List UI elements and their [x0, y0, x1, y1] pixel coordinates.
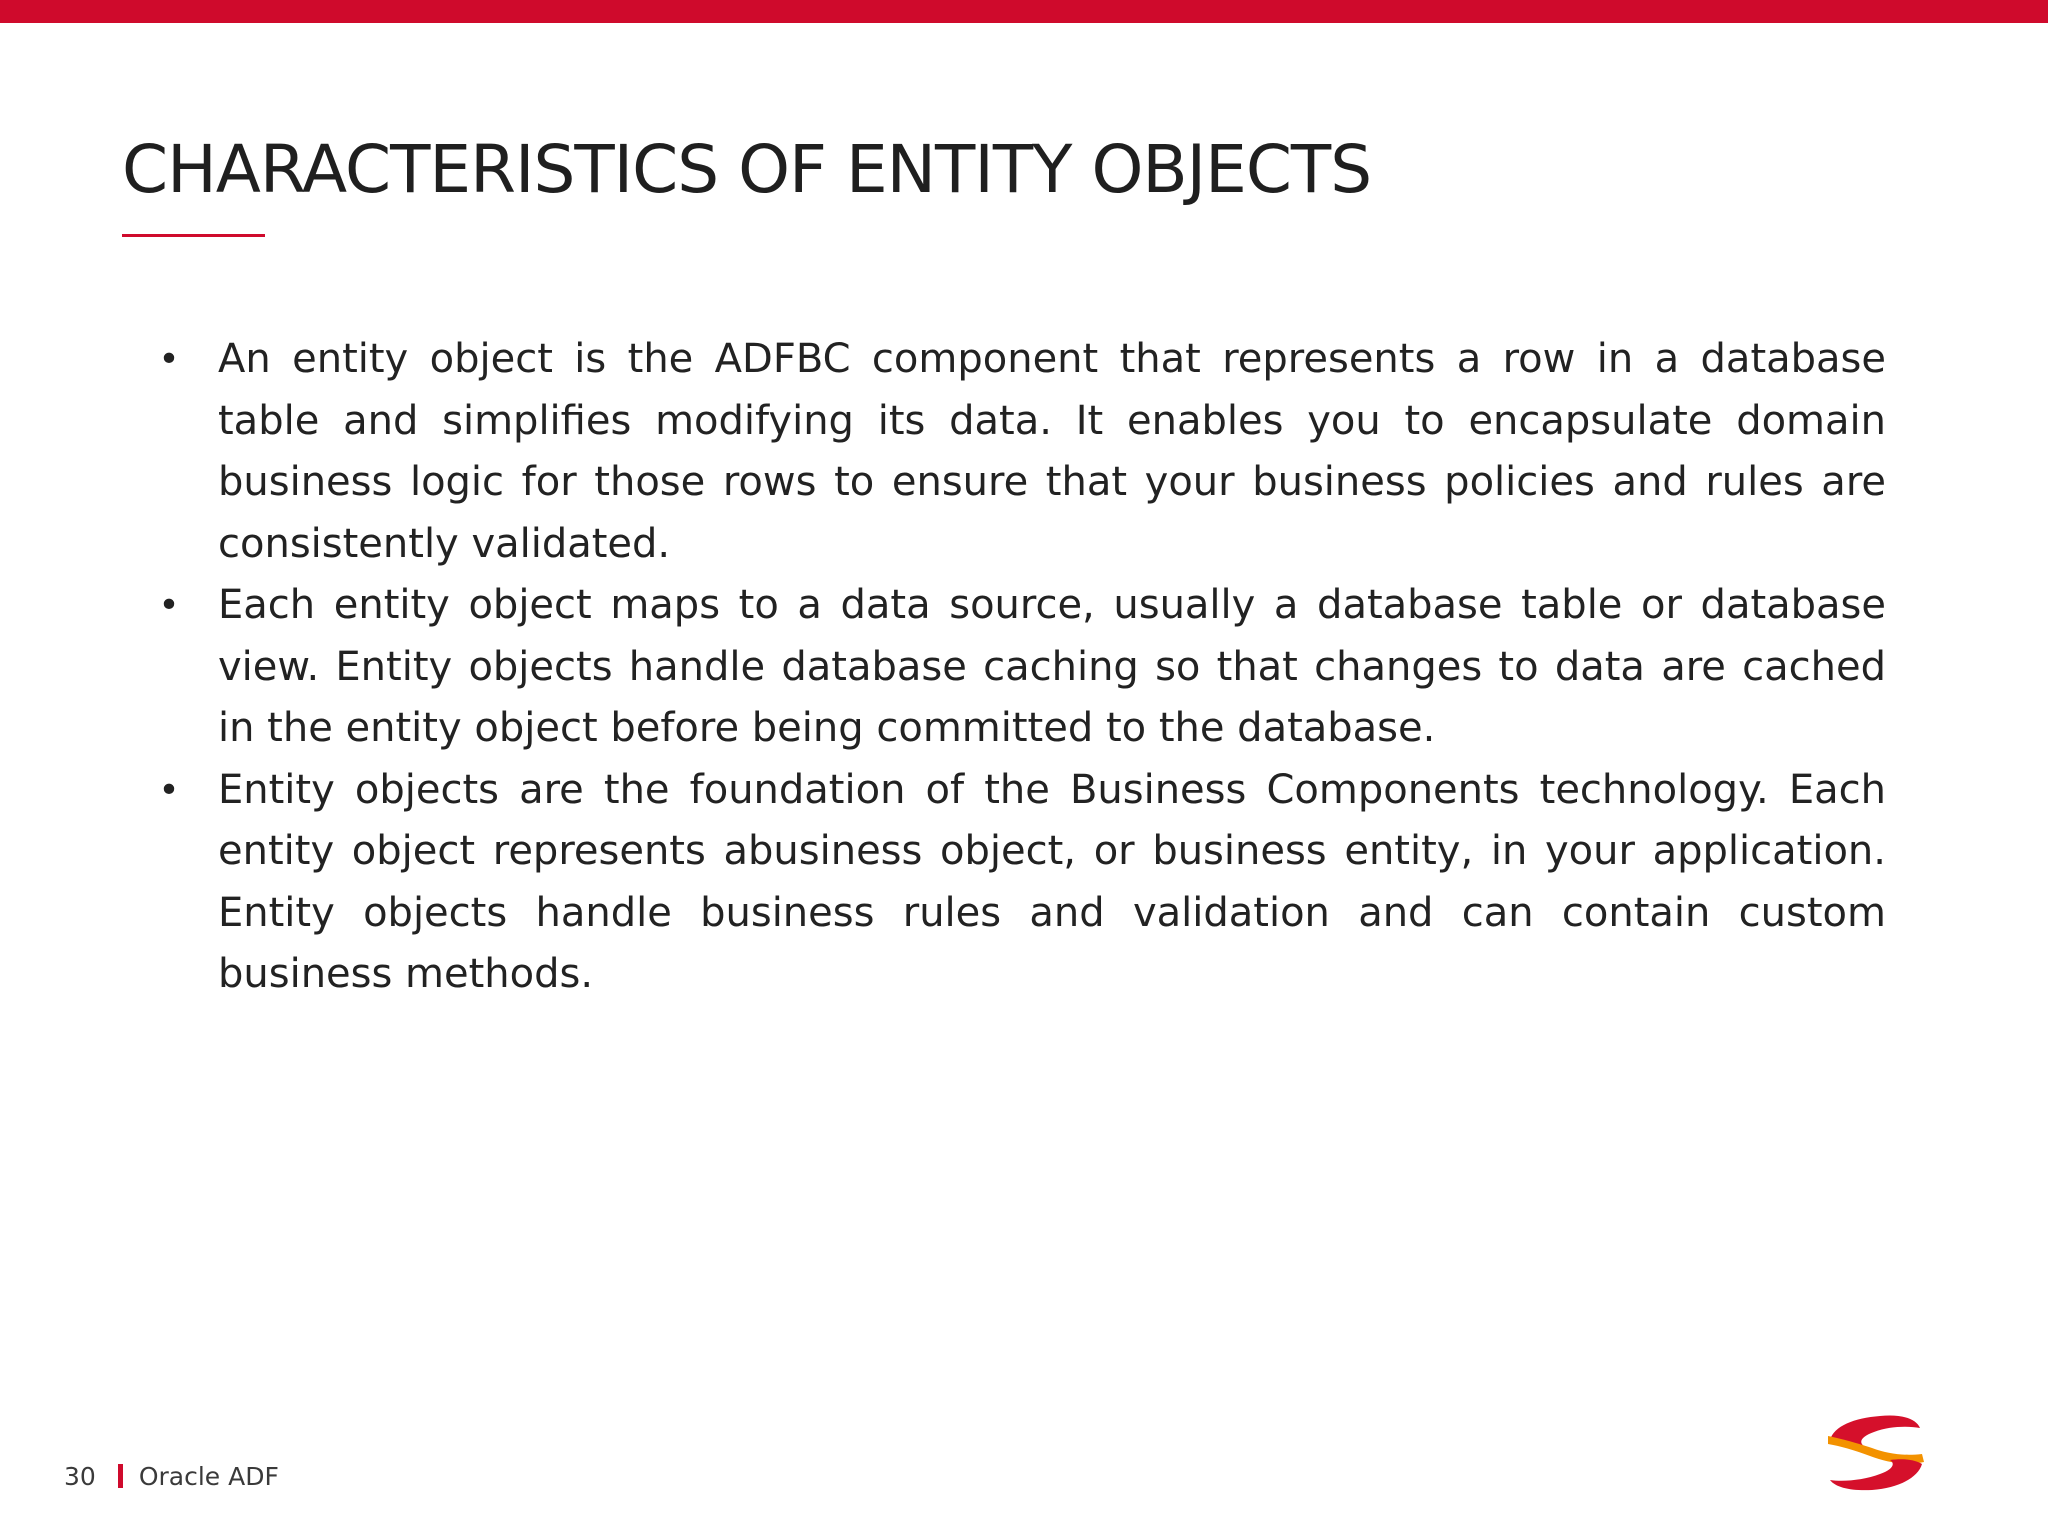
company-s-logo-icon — [1824, 1412, 1928, 1492]
bullet-dot-icon: • — [158, 769, 180, 811]
top-accent-bar — [0, 0, 2048, 23]
bullet-dot-icon: • — [158, 585, 180, 626]
bullet-item — [150, 329, 1886, 575]
bullet-list — [150, 329, 1886, 1006]
bullet-item — [150, 575, 1886, 760]
bullet-text: An entity object is the ADFBC component that represents a row in a database table and simplifies modifying its data. It enables you to encapsulate domain business logic for those rows to ensure that your business policies and rules are consistently validated. — [218, 336, 1886, 567]
bullet-text: Entity objects are the foundation of the Business Components technology. Each entity object represents abusiness object, or business entity, in your application. Entity objects handle business rules and validation and can contain custom business methods. — [218, 766, 1886, 997]
bullet-item — [150, 760, 1886, 1006]
logo-middle-stroke — [1828, 1436, 1924, 1464]
bullet-dot-icon: • — [158, 339, 180, 380]
slide-footer — [64, 1458, 279, 1494]
title-underline — [122, 234, 265, 237]
slide-title: CHARACTERISTICS OF ENTITY OBJECTS — [122, 131, 1372, 208]
footer-separator — [118, 1464, 123, 1488]
page-number: 30 — [64, 1461, 96, 1491]
logo-bottom-stroke — [1830, 1459, 1922, 1490]
bullet-text: Each entity object maps to a data source, usually a database table or database view. Entity objects handle database caching so that changes to data are cached in the entity object before being committed to the database. — [218, 582, 1886, 751]
course-name: Oracle ADF — [138, 1461, 279, 1491]
